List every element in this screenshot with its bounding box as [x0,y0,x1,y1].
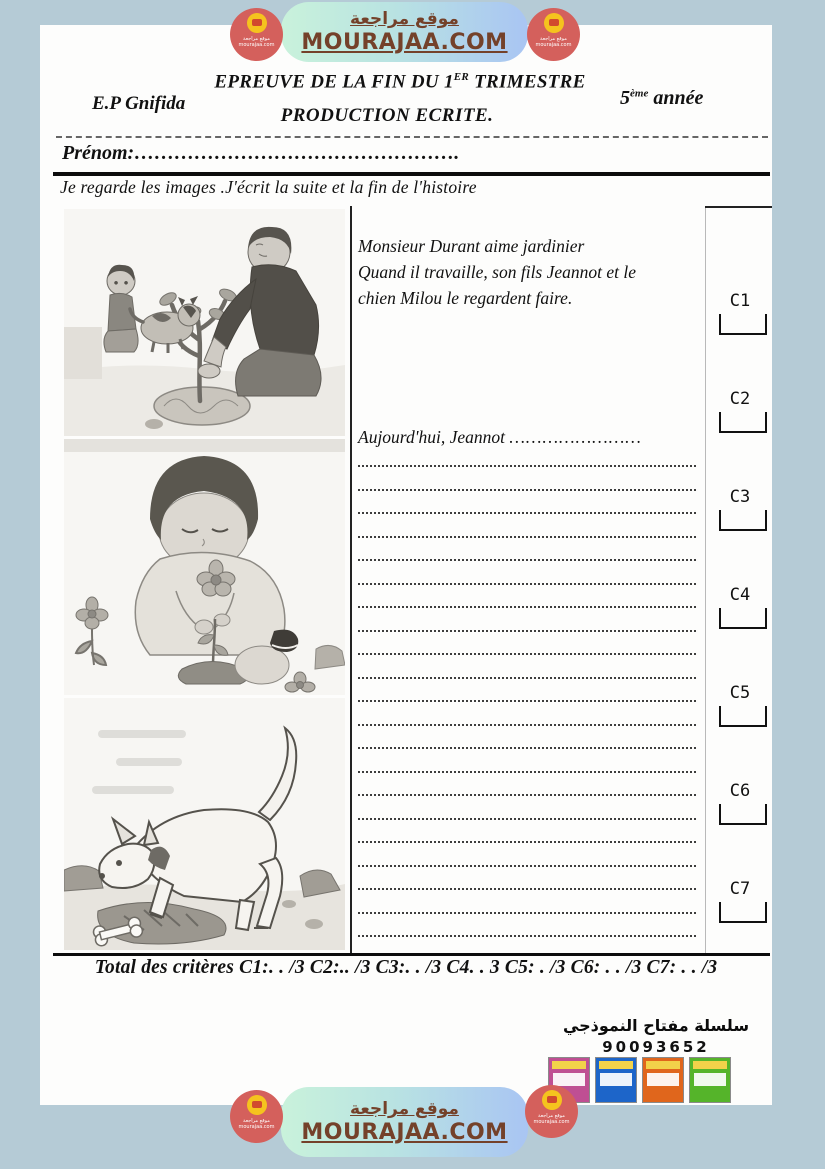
criterion-label-c6: C6 [729,781,751,801]
writing-prompt-text: Aujourd'hui, Jeannot [358,427,505,447]
answer-dotted-line [358,489,696,491]
story-line: Monsieur Durant aime jardinier [358,236,585,256]
badge-arabic: موقع مراجعة [243,1118,270,1124]
header-banner-site-url: MOURAJAA.COM [301,29,508,55]
answer-dotted-line [358,841,696,843]
answer-dotted-line [358,724,696,726]
boy-planting-scene-illustration [64,439,345,695]
criterion-label-c3: C3 [729,487,751,507]
answer-dotted-line [358,536,696,538]
story-image-2 [64,439,345,695]
grade-word: année [648,87,704,109]
answer-dotted-line [358,912,696,914]
header-rule [53,172,770,176]
criterion-label-c1: C1 [729,291,751,311]
book-cover-2 [595,1057,637,1103]
footer-site-banner [281,1087,528,1157]
answer-dotted-line [358,888,696,890]
answer-dotted-line [358,794,696,796]
criterion-label-c4: C4 [729,585,751,605]
school-name: E.P Gnifida [92,93,186,114]
book-cover-4 [689,1057,731,1103]
story-line: Quand il travaille, son fils Jeannot et le [358,262,637,282]
story-image-3 [64,698,345,950]
criterion-score-box-c4 [719,608,767,629]
footer-banner-arabic: موقع مراجعة [350,1099,459,1120]
mourajaa-logo-icon [542,1090,562,1110]
exam-title-text-end: TRIMESTRE [469,71,586,93]
answer-dotted-line [358,700,696,702]
criterion-score-box-c3 [719,510,767,531]
publisher-series-title: سلسلة مفتاح النموذجي [562,1016,750,1035]
column-divider [350,206,352,953]
answer-dotted-line [358,583,696,585]
mourajaa-badge [525,1085,578,1138]
answer-dotted-line [358,865,696,867]
criteria-total-line: Total des critères C1:. . /3 C2:.. /3 C3:. . /3 C4. . 3 C5: . /3 C6: . . /3 C7: . . /3 [94,957,718,978]
mourajaa-badge [230,1090,283,1143]
table-bottom-rule [53,953,770,956]
writing-prompt [358,427,698,448]
answer-dotted-line [358,771,696,773]
grade-number: 5 [620,87,630,109]
exam-subject: PRODUCTION ECRITE. [280,105,494,126]
header-site-banner [281,2,528,62]
mourajaa-logo-icon [247,1095,267,1115]
badge-arabic: موقع مراجعة [243,36,270,42]
answer-dotted-line [358,630,696,632]
book-covers [548,1057,731,1103]
man-planting-scene-illustration [64,209,345,436]
answer-dotted-line [358,559,696,561]
criteria-column-divider [705,207,706,953]
badge-site: mourajaa.com [238,42,275,48]
mourajaa-logo-icon [247,13,267,33]
answer-dotted-line [358,677,696,679]
criterion-score-box-c7 [719,902,767,923]
answer-dotted-line [358,747,696,749]
dog-digging-scene-illustration [64,698,345,950]
criterion-score-box-c2 [719,412,767,433]
mourajaa-badge [527,8,580,61]
answer-dotted-line [358,512,696,514]
mourajaa-badge [230,8,283,61]
criterion-label-c2: C2 [729,389,751,409]
exam-title [170,71,630,93]
answer-dotted-line [358,465,696,467]
answer-dotted-line [358,818,696,820]
criterion-label-c5: C5 [729,683,751,703]
story-text [358,233,694,311]
badge-site: mourajaa.com [238,1124,275,1130]
story-line: chien Milou le regardent faire. [358,288,573,308]
book-cover-3 [642,1057,684,1103]
answer-dotted-line [358,653,696,655]
criterion-label-c7: C7 [729,879,751,899]
criterion-score-box-c1 [719,314,767,335]
mourajaa-logo-icon [544,13,564,33]
exam-sheet [40,25,772,1105]
criteria-column-top-rule [705,206,772,208]
writing-prompt-dots: …………………… [509,427,642,447]
grade-level [620,87,703,110]
student-name-line: Prénom:…………………………………………. [62,142,460,164]
footer-banner-site-url: MOURAJAA.COM [301,1119,508,1145]
header-banner-arabic: موقع مراجعة [350,9,459,30]
story-image-1 [64,209,345,436]
badge-arabic: موقع مراجعة [538,1113,565,1119]
criterion-score-box-c6 [719,804,767,825]
answer-dotted-line [358,606,696,608]
badge-arabic: موقع مراجعة [540,36,567,42]
task-instruction: Je regarde les images .J'écrit la suite et la fin de l'histoire [60,177,477,197]
answer-dotted-line [358,935,696,937]
exam-title-text: EPREUVE DE LA FIN DU 1 [214,71,454,93]
publisher-phone-number: 90093652 [602,1038,710,1056]
grade-superscript: ème [630,87,649,100]
exam-title-superscript: ER [453,71,470,83]
badge-site: mourajaa.com [535,42,572,48]
criterion-score-box-c5 [719,706,767,727]
dashed-divider [56,136,768,138]
badge-site: mourajaa.com [533,1119,570,1125]
